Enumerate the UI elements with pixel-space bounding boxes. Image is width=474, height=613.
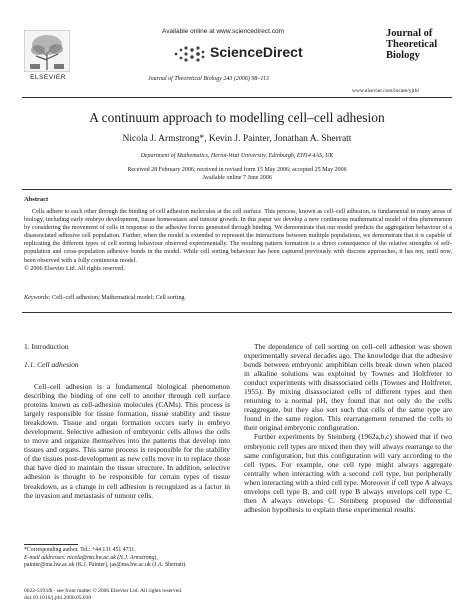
header-rule — [22, 97, 452, 98]
journal-title — [386, 28, 456, 61]
abstract-top-rule — [22, 189, 452, 190]
publisher-name: ELSEVIER — [30, 74, 66, 81]
subsection-heading: 1.1. Cell adhesion — [24, 360, 79, 369]
footnote-emails — [24, 555, 234, 563]
front-matter — [24, 588, 244, 602]
footnote-rule — [24, 544, 78, 545]
abstract-bottom-rule — [22, 312, 452, 313]
issn-line: 0022-5193/$ - see front matter © 2006 Elsevier Ltd. All rights reserved. — [24, 588, 183, 594]
article-authors: Nicola J. Armstrong*, Kevin J. Painter, Jonathan A. Sherratt — [122, 134, 352, 144]
journal-url[interactable]: www.elsevier.com/locate/yjtbi — [352, 88, 419, 94]
abstract-heading: Abstract — [24, 196, 49, 203]
sciencedirect-logo-text: ScienceDirect — [210, 44, 303, 60]
paragraph: The dependence of cell sorting on cell–cell adhesion was shown experimentally several decades ago. The knowledge that the adhesive bonds between embryonic amphibian cells break down when placed in alkaline solutions was exploited by Townes and Holtfreter to conduct experiments with disassociated cells (Townes and Holtfreter, 1955). By mixing disassociated cells of different types and then returning to a normal pH, they found that not only do the cells reaggregate, but they also sort such that cells of the same type are found in the same region. This rearrangement returned the cells to their original embryonic configuration. — [244, 342, 452, 433]
right-column — [244, 342, 452, 514]
abstract-text: Cells adhere to each other through the binding of cell adhesion molecules at the cell surface. This process, known as cell–cell adhesion, is fundamental in many areas of biology, including early embryo development, tissue homeostasis and tumour growth. In this paper we develop a new continuous mathematical model of this phenomenon by considering the movement of cells in response to the adhesive forces generated through binding. We demonstrate that our model predicts the aggregation behaviour of a disassociated adhesive cell population. Further, when the model is extended to represent the interactions between multiple populations, we demonstrate that it is capable of replicating the different types of cell sorting behaviour observed experimentally. The resulting pattern formation is a direct consequence of the relative strengths of self-population and cross-population adhesive bonds in the model. While cell sorting behaviour has been captured previously with discrete approaches, it has not, until now, been observed with a fully continuous model. — [24, 208, 452, 264]
keywords-label: Keywords: — [24, 294, 51, 301]
author-affiliation: Department of Mathematics, Heriot-Watt University, Edinburgh, EH14 4AS, UK — [140, 153, 334, 159]
keywords-list: Cell–cell adhesion; Mathematical model; Cell sorting — [50, 294, 185, 301]
article-title: A continuum approach to modelling cell–cell adhesion — [89, 110, 385, 125]
footnote-corresponding: *Corresponding author. Tel.: +44 131 451 4731. — [24, 547, 136, 553]
received-dates: Received 28 February 2006; received in revised form 15 May 2006; accepted 25 May 2006 — [127, 167, 347, 173]
journal-title-line: Biology — [386, 50, 420, 61]
footnote-email-line: E-mail addresses: nicola@ma.hw.ac.uk (N.J. Armstrong), — [24, 554, 158, 561]
journal-citation: Journal of Theoretical Biology 243 (2006) 98–113 — [148, 76, 269, 82]
elsevier-tree-logo — [24, 30, 70, 72]
paragraph: Cell–cell adhesion is a fundamental biological phenomenon describing the binding of one cell to another through cell surface proteins known as cell-adhesion molecules (CAMs). This process is largely responsible for tissue formation, tissue stability and tissue breakdown. Tissue and organ formation occurs early in embryo development. Selective adhesion of embryonic cells allows the cells to move and organize themselves into the patterns that develop into tissues and organs. This same process is responsible for the stability of the tissues post-development as new cells move in to replace those that have died to maintain the tissue structure. In addition, selective adhesion is thought to be responsible for certain types of tissue breakdown, as a change in cell adhesion is recognized as a factor in the invasion and metastasis of tumour cells. — [24, 382, 230, 500]
journal-title-line: Journal of — [386, 28, 433, 39]
abstract-body — [24, 208, 452, 273]
sciencedirect-dots-icon — [172, 45, 206, 63]
left-column — [24, 382, 230, 500]
keywords — [24, 294, 452, 301]
article-history — [0, 167, 474, 182]
abstract-copyright: © 2006 Elsevier Ltd. All rights reserved. — [24, 264, 125, 272]
paragraph: Further experiments by Steinberg (1962a,b,c) showed that if two embryonic cell types are mixed then they will always rearrange to the same configuration, but this configuration will vary according to the cell types. For example, one cell type might always aggregate centrally when interacting with a second cell type, but peripherally when interacting with a third cell type. Moreover if cell type A always envelops cell type B, and cell type B always envelops cell type C, then A always envelops C. Steinberg proposed the differential adhesion hypothesis to explain these experimental results. — [244, 432, 452, 514]
doi-line[interactable]: doi:10.1016/j.jtbi.2006.05.030 — [24, 595, 92, 601]
footnote-emails-cont: painter@ma.hw.ac.uk (K.J. Painter), jas@ma.hw.ac.uk (J.A. Sherratt). — [24, 562, 187, 568]
section-heading: 1. Introduction — [24, 342, 69, 351]
footnote — [24, 547, 234, 570]
journal-title-line: Theoretical — [386, 39, 438, 50]
available-online-date: Available online 7 June 2006 — [202, 174, 272, 181]
available-online-text: Available online at www.sciencedirect.com — [162, 28, 284, 35]
